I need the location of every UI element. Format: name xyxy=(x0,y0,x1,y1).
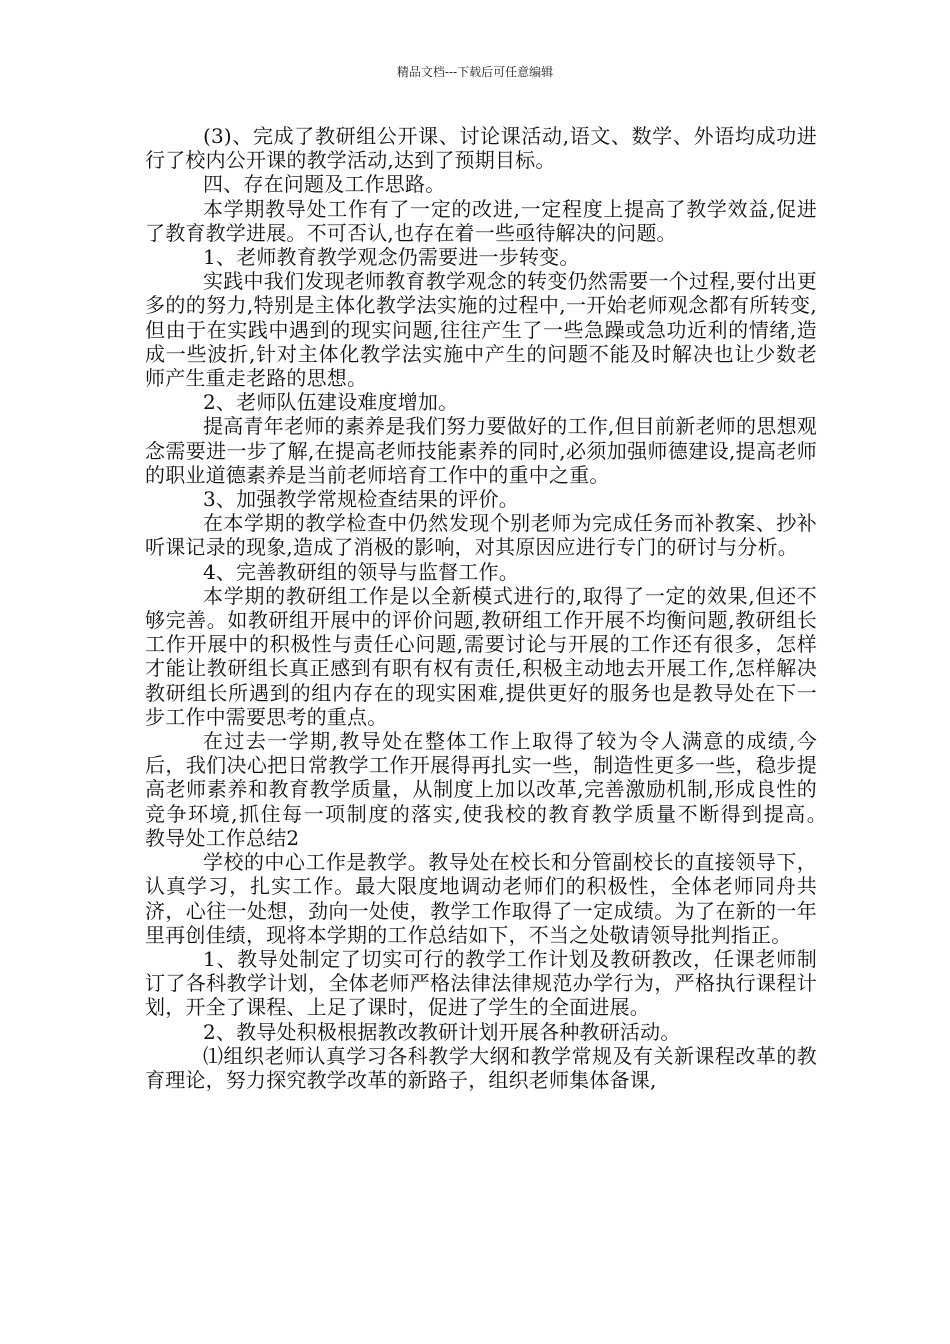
subheading: 4、完善教研组的领导与监督工作。 xyxy=(203,559,519,584)
paragraph: 在本学期的教学检查中仍然发现个别老师为完成任务而补教案、抄补听课记录的现象,造成了消极的影响，对其原因应进行专门的研讨与分析。 xyxy=(145,511,817,560)
section-heading: 四、存在问题及工作思路。 xyxy=(203,172,446,197)
subheading: 2、老师队伍建设难度增加。 xyxy=(203,390,459,415)
paragraph: 本学期教导处工作有了一定的改进,一定程度上提高了教学效益,促进了教育教学进展。不可否认,也存在着一些亟待解决的问题。 xyxy=(145,196,817,245)
paragraph: 1、教导处制定了切实可行的教学工作计划及教研教改，任课老师制订了各科教学计划，全体老师严格法律法律规范办学行为，严格执行课程计划，开全了课程、上足了课时，促进了学生的全面进展。 xyxy=(145,946,817,1020)
paragraph: (3)、完成了教研组公开课、讨论课活动,语文、数学、外语均成功进行了校内公开课的教学活动,达到了预期目标。 xyxy=(145,124,817,173)
subheading: 2、教导处积极根据教改教研计划开展各种教研活动。 xyxy=(203,1019,681,1044)
paragraph: 本学期的教研组工作是以全新模式进行的,取得了一定的效果,但还不够完善。如教研组开展中的评价问题,教研组工作开展不均衡问题,教研组长工作开展中的积极性与责任心问题,需要讨论与开展的工作还有很多，怎样才能让教研组长真正感到有职有权有责任,积极主动地去开展工作,怎样解决教研组长所遇到的组内存在的现实困难,提供更好的服务也是教导处在下一步工作中需要思考的重点。 xyxy=(145,583,817,729)
subheading: 1、老师教育教学观念仍需要进一步转变。 xyxy=(203,245,580,270)
paragraph: 提高青年老师的素养是我们努力要做好的工作,但目前新老师的思想观念需要进一步了解,在提高老师技能素养的同时,必须加强师德建设,提高老师的职业道德素养是当前老师培育工作中的重中之重。 xyxy=(145,414,817,487)
paragraph: 在过去一学期,教导处在整体工作上取得了较为令人满意的成绩,今后，我们决心把日常教学工作开展得再扎实一些，制造性更多一些，稳步提高老师素养和教育教学质量，从制度上加以改革,完善激励机制,形成良性的竞争环境,抓住每一项制度的落实,使我校的教育教学质量不断得到提高。 教导处工作总结2 xyxy=(145,729,858,850)
document-body xyxy=(145,124,858,1092)
paragraph: 学校的中心工作是教学。教导处在校长和分管副校长的直接领导下，认真学习，扎实工作。最大限度地调动老师们的积极性，全体老师同舟共济，心往一处想，劲向一处使，教学工作取得了一定成绩。为了在新的一年里再创佳绩，现将本学期的工作总结如下，不当之处敬请领导批判指正。 xyxy=(145,850,817,947)
paragraph: 实践中我们发现老师教育教学观念的转变仍然需要一个过程,要付出更多的的努力,特别是主体化教学法实施的过程中,一开始老师观念都有所转变,但由于在实践中遇到的现实问题,往往产生了一些急躁或急功近利的情绪,造成一些波折,针对主体化教学法实施中产生的问题不能及时解决也让少数老师产生重走老路的思想。 xyxy=(145,269,817,391)
subheading: 3、加强教学常规检查结果的评价。 xyxy=(203,487,519,512)
page-header: 精品文档---下载后可任意编辑 xyxy=(396,65,554,79)
paragraph: ⑴组织老师认真学习各科教学大纲和教学常规及有关新课程改革的教育理论，努力探究教学改革的新路子，组织老师集体备课, xyxy=(145,1043,817,1092)
